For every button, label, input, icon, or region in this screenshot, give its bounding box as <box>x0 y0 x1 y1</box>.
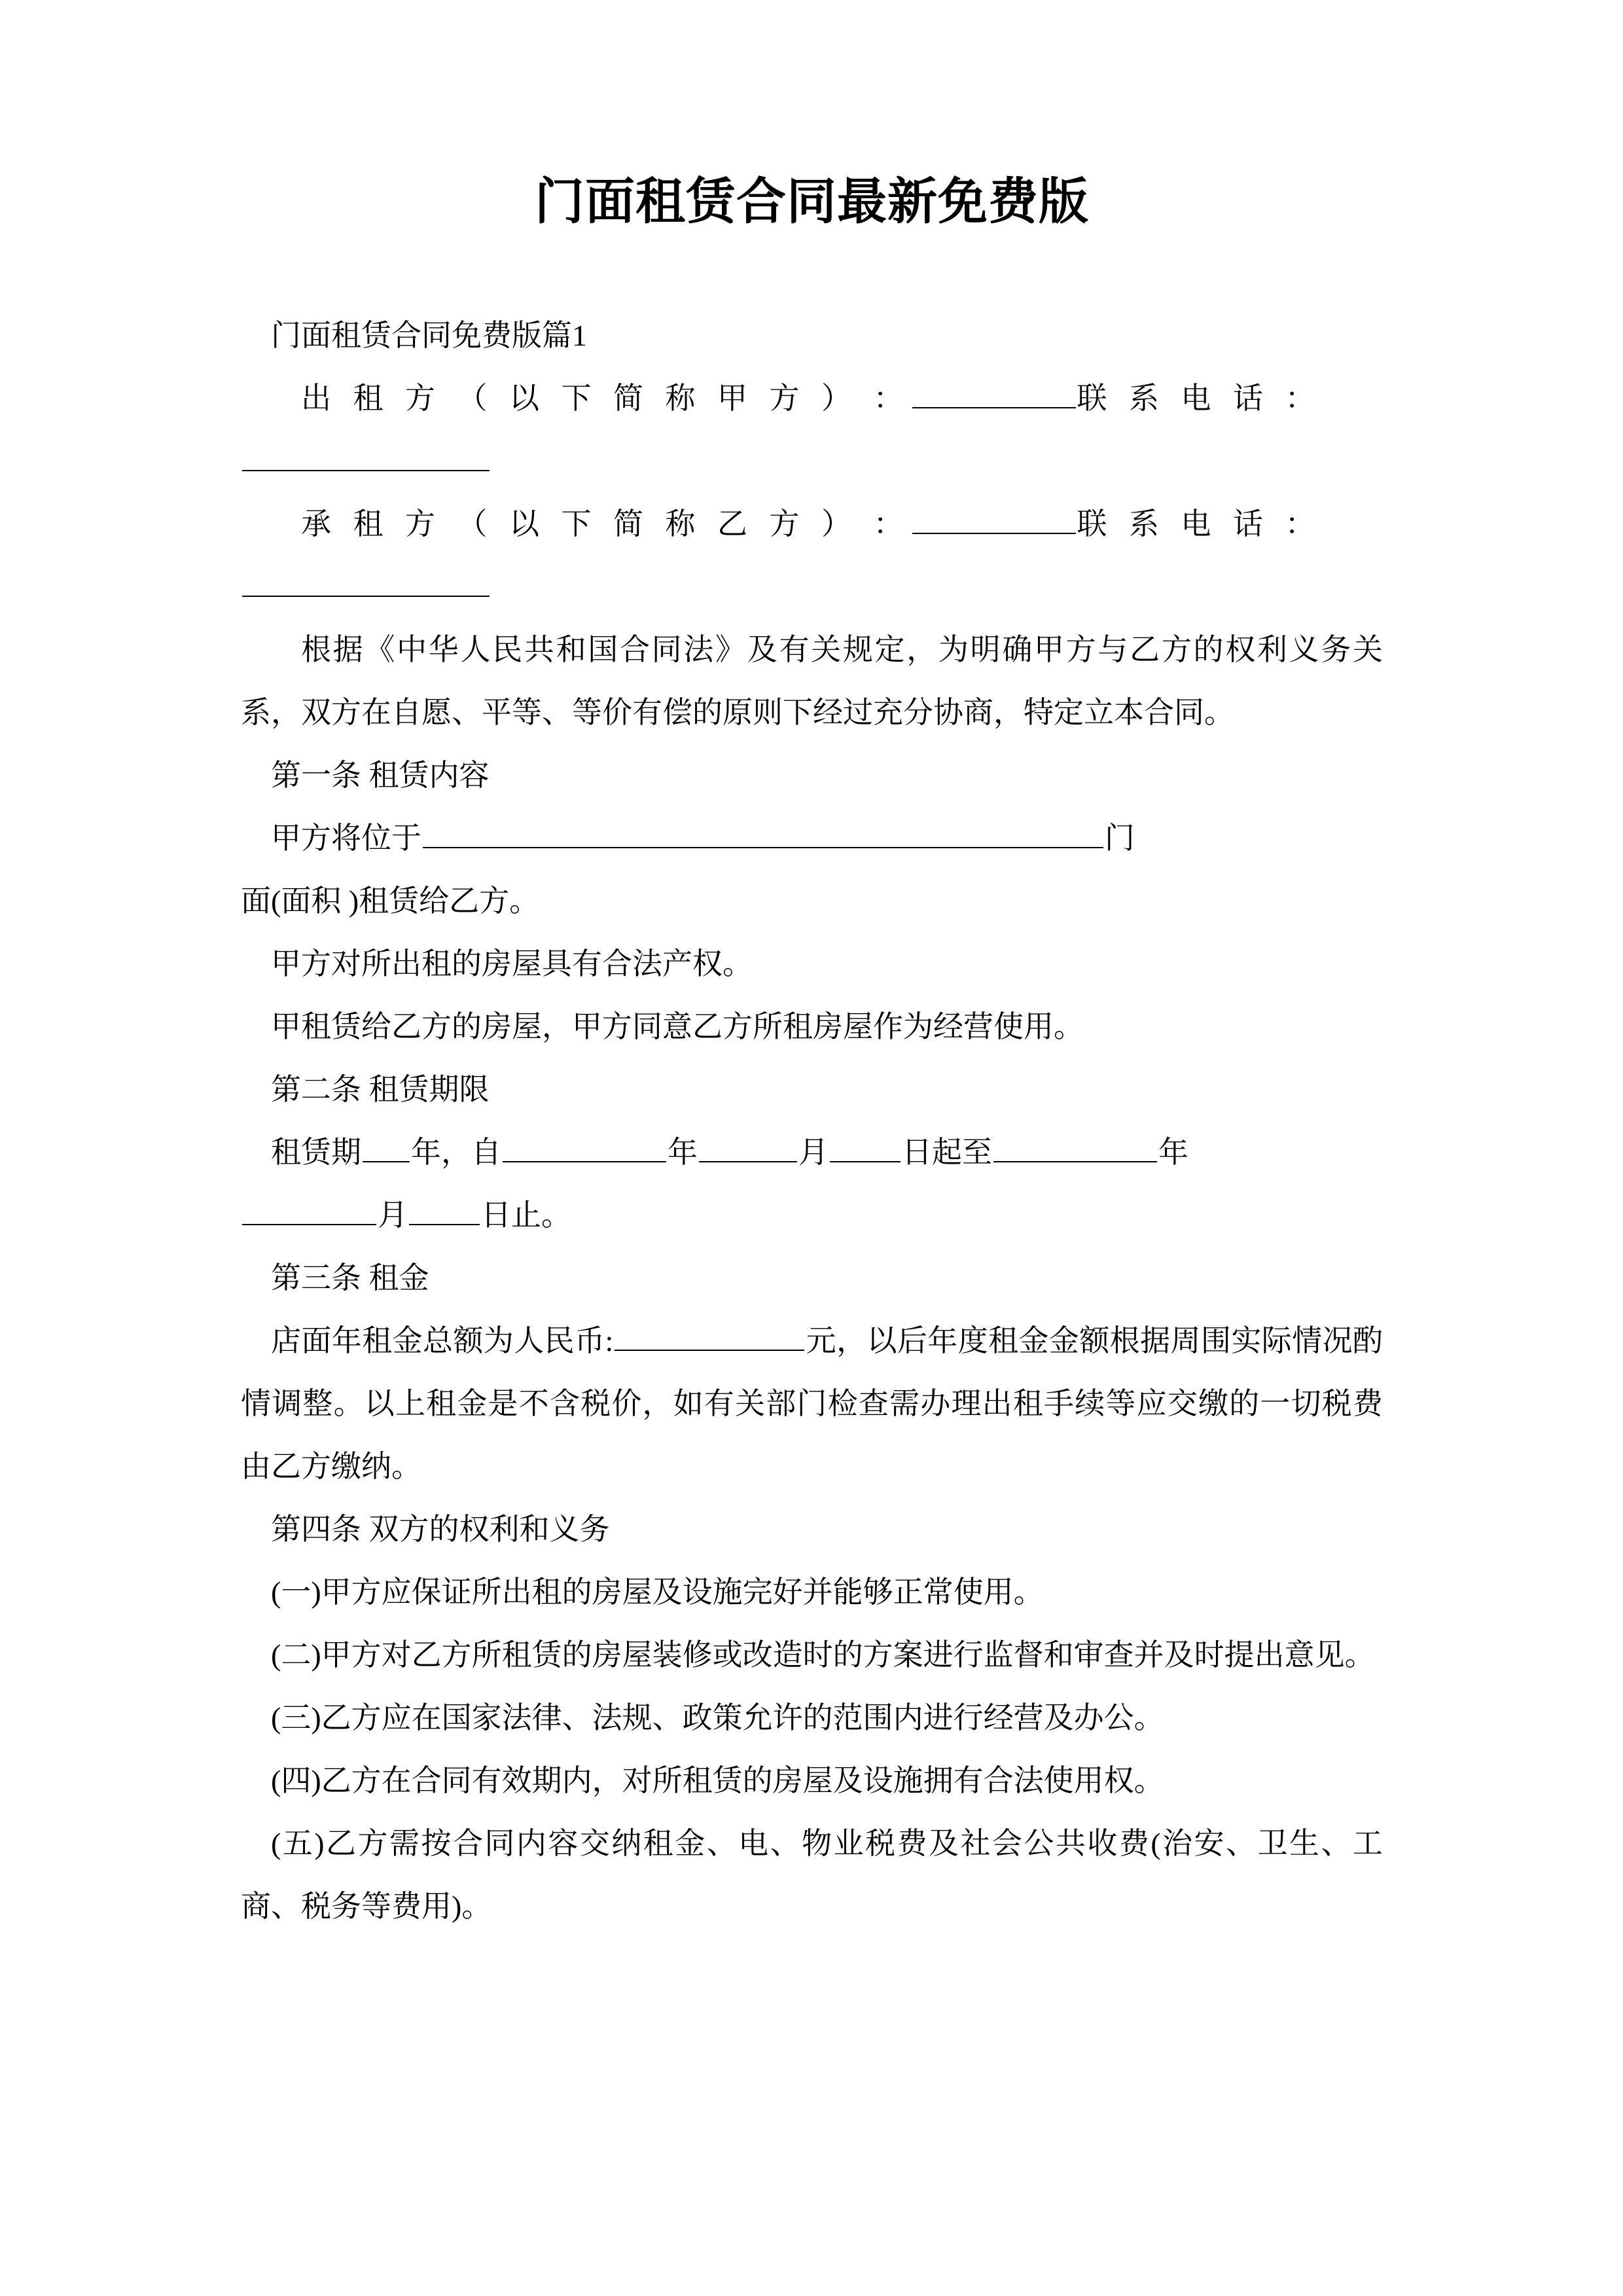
section-heading-3: 第三条 租金 <box>271 1261 429 1295</box>
lease-location-suffix: 门 <box>1105 821 1135 855</box>
lease-end-year-label: 年 <box>1158 1136 1188 1169</box>
lease-start-day-blank[interactable] <box>830 1134 901 1162</box>
rent-amount-blank[interactable] <box>615 1322 804 1351</box>
lease-end-month-blank[interactable] <box>242 1196 376 1225</box>
clause-item-4: (四)乙方在合同有效期内，对所租赁的房屋及设施拥有合法使用权。 <box>271 1764 1164 1797</box>
lease-start-month-blank[interactable] <box>699 1134 797 1162</box>
lease-term-years-blank[interactable] <box>363 1134 410 1162</box>
lease-area-line: 面(面积 )租赁给乙方。 <box>241 884 540 918</box>
clause-item-3: (三)乙方应在国家法律、法规、政策允许的范围内进行经营及办公。 <box>271 1701 1164 1734</box>
lease-usage-line: 甲租赁给乙方的房屋，甲方同意乙方所租房屋作为经营使用。 <box>271 1010 1084 1043</box>
clause-item-5: (五)乙方需按合同内容交纳租金、电、物业税费及社会公共收费(治安、卫生、工商、税务等费用)。 <box>241 1827 1383 1923</box>
rent-amount-paragraph <box>241 1310 1383 1498</box>
lease-location-blank[interactable] <box>423 819 1103 848</box>
lease-to-label: 日起至 <box>902 1136 992 1169</box>
lessor-contact-line <box>241 430 1383 493</box>
lessor-line <box>241 367 1383 430</box>
section-heading-4: 第四条 双方的权利和义务 <box>271 1513 610 1546</box>
lease-end-month-label: 月 <box>378 1198 408 1232</box>
rent-amount-suffix: 元，以后年度租金金额根据周围实际情况酌情调整。以上租金是不含税价，如有关部门检查需办理出租手续等应交缴的一切税费由乙方缴纳。 <box>241 1324 1383 1483</box>
lease-start-month-label: 月 <box>798 1136 829 1169</box>
lessee-contact-line <box>241 556 1383 619</box>
lease-end-day-blank[interactable] <box>409 1196 480 1225</box>
clause-item-2: (二)甲方对乙方所租赁的房屋装修或改造时的方案进行监督和审查并及时提出意见。 <box>271 1638 1375 1672</box>
lease-start-year-label: 年 <box>668 1136 698 1169</box>
lessee-line <box>241 493 1383 556</box>
document-body <box>241 304 1383 1938</box>
lease-start-year-blank[interactable] <box>503 1134 666 1162</box>
lease-location-line <box>241 807 1383 870</box>
lease-location-prefix: 甲方将位于 <box>271 821 421 855</box>
clause-item-1: (一)甲方应保证所出租的房屋及设施完好并能够正常使用。 <box>271 1575 1044 1609</box>
lease-end-year-blank[interactable] <box>993 1134 1157 1162</box>
lessor-label: 出 租 方 （ 以 下 简 称 甲 方 ） ： <box>301 382 911 415</box>
lease-term-line <box>241 1121 1383 1184</box>
lessee-name-blank[interactable] <box>912 505 1076 534</box>
lease-ownership-line: 甲方对所出租的房屋具有合法产权。 <box>271 947 753 980</box>
lessee-label: 承 租 方 （ 以 下 简 称 乙 方 ） ： <box>301 507 911 541</box>
lessor-contact-label: 联 系 电 话 ： <box>1077 382 1323 415</box>
preamble-paragraph: 根据《中华人民共和国合同法》及有关规定，为明确甲方与乙方的权利义务关系，双方在自愿、平等、等价有偿的原则下经过充分协商，特定立本合同。 <box>241 633 1383 729</box>
section-heading-2: 第二条 租赁期限 <box>271 1073 490 1106</box>
lessee-phone-blank[interactable] <box>242 568 490 597</box>
lessor-phone-blank[interactable] <box>242 442 490 471</box>
page-title: 门面租赁合同最新免费版 <box>535 175 1089 230</box>
lease-term-from: 年，自 <box>411 1136 501 1169</box>
rent-amount-prefix: 店面年租金总额为人民币: <box>271 1324 614 1357</box>
section-heading-1: 第一条 租赁内容 <box>271 759 490 792</box>
lessee-contact-label: 联 系 电 话 ： <box>1077 507 1323 541</box>
lease-end-day-label: 日止。 <box>481 1198 571 1232</box>
lease-term-line-2 <box>241 1184 1383 1247</box>
lessor-name-blank[interactable] <box>912 380 1076 408</box>
lease-term-prefix: 租赁期 <box>271 1136 361 1169</box>
page-content <box>241 0 1383 1938</box>
article-heading: 门面租赁合同免费版篇1 <box>271 319 587 352</box>
